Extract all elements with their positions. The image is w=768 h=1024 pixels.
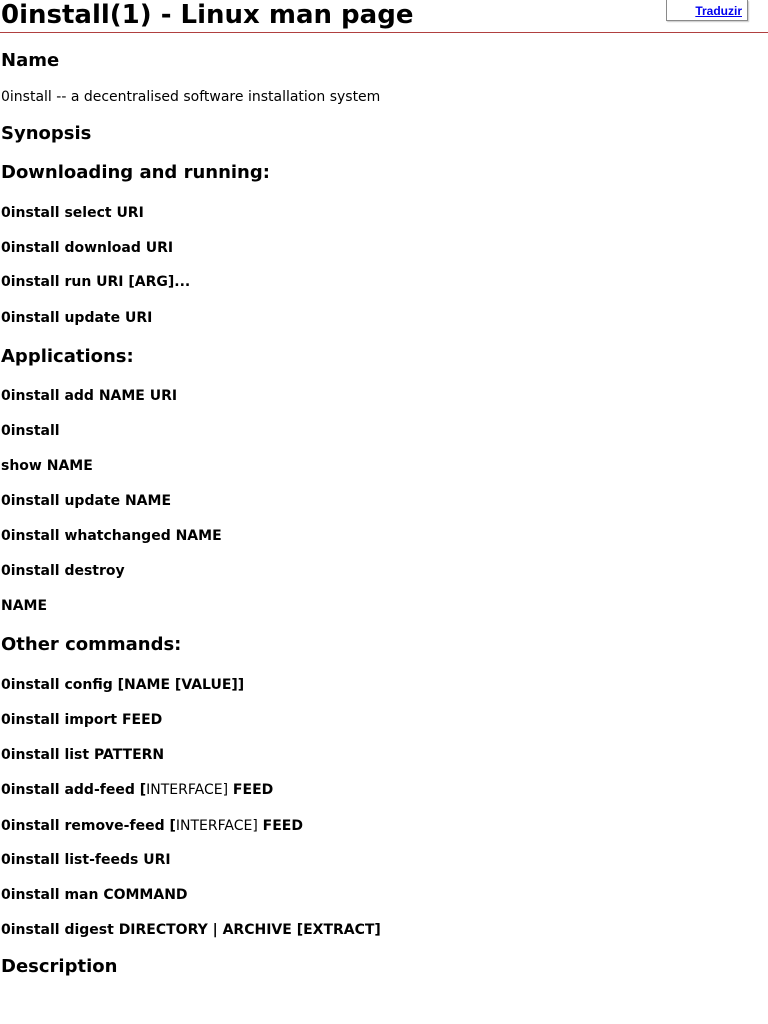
title-divider	[0, 32, 768, 33]
command-line: 0install run URI [ARG]...	[1, 274, 191, 290]
command-line: 0install import FEED	[1, 712, 163, 728]
command-line: 0install destroy	[1, 563, 125, 579]
command-line: 0install select URI	[1, 205, 144, 221]
command-line: 0install list-feeds URI	[1, 852, 171, 868]
translate-link[interactable]: Traduzir	[695, 4, 742, 18]
command-line: 0install add NAME URI	[1, 388, 178, 404]
optional-argument: INTERFACE]	[175, 818, 258, 834]
optional-argument: INTERFACE]	[146, 782, 229, 798]
translate-widget	[666, 0, 748, 21]
command-line: 0install list PATTERN	[1, 747, 165, 763]
command-line: 0install digest DIRECTORY | ARCHIVE [EXTRACT]	[1, 922, 381, 938]
command-line: 0install	[1, 423, 60, 439]
command-line: 0install download URI	[1, 240, 174, 256]
command-line: 0install update NAME	[1, 493, 172, 509]
name-heading: Name	[1, 50, 60, 71]
command-text: FEED	[228, 782, 274, 798]
command-text: 0install remove-feed [	[1, 818, 176, 834]
command-line	[1, 817, 303, 835]
name-description: 0install -- a decentralised software installation system	[1, 89, 381, 105]
synopsis-heading: Synopsis	[1, 123, 92, 144]
command-line: 0install update URI	[1, 310, 153, 326]
other-commands-heading: Other commands:	[1, 634, 182, 655]
command-text: 0install add-feed [	[1, 782, 147, 798]
command-line: 0install man COMMAND	[1, 887, 188, 903]
downloading-heading: Downloading and running:	[1, 162, 270, 183]
page-title: 0install(1) - Linux man page	[1, 0, 414, 30]
applications-heading: Applications:	[1, 346, 134, 367]
command-line	[1, 781, 273, 799]
command-line: show NAME	[1, 458, 93, 474]
command-line: NAME	[1, 598, 48, 614]
command-line: 0install whatchanged NAME	[1, 528, 222, 544]
description-heading: Description	[1, 956, 118, 977]
command-text: FEED	[257, 818, 303, 834]
command-line: 0install config [NAME [VALUE]]	[1, 677, 245, 693]
